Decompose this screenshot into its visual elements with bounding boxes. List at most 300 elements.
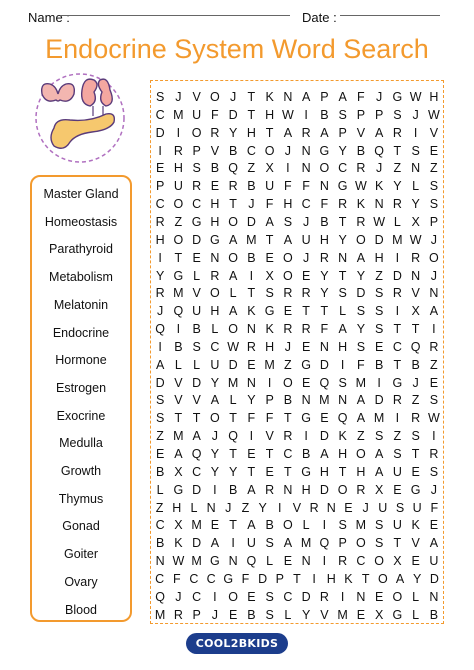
grid-letter[interactable]: E [155,447,165,461]
grid-letter[interactable]: R [392,125,402,140]
grid-letter[interactable]: V [210,143,220,158]
grid-letter[interactable]: L [284,607,292,622]
grid-letter[interactable]: L [266,554,274,569]
grid-letter[interactable]: J [412,107,419,122]
grid-letter[interactable]: T [229,197,237,212]
grid-letter[interactable]: S [155,393,165,408]
grid-letter[interactable]: Y [247,393,256,408]
grid-letter[interactable]: V [265,429,274,444]
grid-letter[interactable]: W [373,214,386,229]
grid-letter[interactable]: W [354,179,367,194]
grid-letter[interactable]: Y [155,268,165,283]
grid-letter[interactable]: K [265,90,274,104]
grid-letter[interactable]: O [337,482,348,497]
grid-letter[interactable]: U [392,464,402,479]
grid-letter[interactable]: F [211,107,219,122]
grid-letter[interactable]: Q [374,143,384,158]
grid-letter[interactable]: Z [393,161,402,176]
grid-letter[interactable]: T [229,447,237,461]
grid-letter[interactable]: V [411,286,420,301]
grid-letter[interactable]: J [230,90,237,104]
grid-letter[interactable]: O [392,589,403,604]
grid-letter[interactable]: A [283,125,293,140]
grid-letter[interactable]: V [356,125,366,140]
grid-letter[interactable]: C [210,339,220,354]
grid-letter[interactable]: R [319,250,329,265]
grid-letter[interactable]: K [374,179,384,194]
grid-letter[interactable]: Q [337,411,348,426]
grid-letter[interactable]: S [411,429,420,444]
grid-letter[interactable]: T [293,571,301,586]
grid-letter[interactable]: N [411,268,421,283]
grid-letter[interactable]: Y [320,268,329,283]
grid-letter[interactable]: S [356,304,366,319]
grid-letter[interactable]: E [155,161,165,176]
grid-letter[interactable]: G [392,90,403,104]
grid-letter[interactable]: E [210,518,220,533]
grid-letter[interactable]: S [265,286,274,301]
grid-letter[interactable]: R [392,197,402,212]
grid-letter[interactable]: N [206,500,216,515]
grid-letter[interactable]: H [173,161,183,176]
grid-letter[interactable]: D [258,571,268,586]
grid-letter[interactable]: C [192,197,202,212]
grid-letter[interactable]: C [301,197,311,212]
grid-letter[interactable]: A [228,232,238,247]
grid-letter[interactable]: R [429,447,439,461]
grid-letter[interactable]: S [338,107,347,122]
grid-letter[interactable]: E [228,607,238,622]
grid-letter[interactable]: Q [319,375,330,390]
grid-letter[interactable]: I [377,375,381,390]
grid-letter[interactable]: P [338,536,347,551]
grid-letter[interactable]: P [338,125,347,140]
grid-letter[interactable]: R [210,268,220,283]
grid-letter[interactable]: D [319,429,329,444]
grid-letter[interactable]: I [340,357,345,372]
grid-letter[interactable]: I [322,518,327,533]
grid-letter[interactable]: A [247,518,256,533]
grid-letter[interactable]: A [265,214,274,229]
grid-letter[interactable]: A [395,571,405,586]
grid-letter[interactable]: N [246,375,256,390]
grid-letter[interactable]: G [301,411,311,426]
grid-letter[interactable]: D [192,482,202,497]
grid-letter[interactable]: B [155,464,165,479]
grid-letter[interactable]: G [223,571,234,586]
grid-letter[interactable]: V [174,375,183,390]
grid-letter[interactable]: D [319,482,329,497]
grid-letter[interactable]: B [320,107,329,122]
grid-letter[interactable]: S [265,536,274,551]
grid-letter[interactable]: R [356,482,366,497]
grid-letter[interactable]: X [265,268,274,283]
grid-letter[interactable]: O [228,250,238,265]
grid-letter[interactable]: X [174,518,183,533]
grid-letter[interactable]: Z [156,429,164,444]
grid-letter[interactable]: C [155,197,165,212]
grid-letter[interactable]: B [374,357,384,372]
grid-letter[interactable]: T [411,322,420,337]
grid-letter[interactable]: M [191,518,202,533]
grid-letter[interactable]: W [427,107,440,122]
grid-letter[interactable]: J [412,375,419,390]
grid-letter[interactable]: R [429,339,439,354]
grid-letter[interactable]: D [228,357,238,372]
grid-letter[interactable]: H [338,447,348,461]
grid-letter[interactable]: P [356,107,366,122]
grid-letter[interactable]: R [173,607,183,622]
grid-letter[interactable]: E [429,518,439,533]
grid-letter[interactable]: T [247,107,256,122]
grid-letter[interactable]: H [301,482,311,497]
grid-letter[interactable]: B [174,339,183,354]
grid-letter[interactable]: R [301,286,311,301]
grid-letter[interactable]: D [246,214,256,229]
grid-letter[interactable]: O [319,161,330,176]
grid-letter[interactable]: N [246,322,256,337]
grid-letter[interactable]: S [265,589,274,604]
grid-letter[interactable]: O [228,589,238,604]
grid-letter[interactable]: H [265,339,275,354]
grid-letter[interactable]: H [210,197,220,212]
grid-letter[interactable]: Z [375,268,383,283]
grid-letter[interactable]: F [265,411,274,426]
grid-letter[interactable]: T [229,411,237,426]
grid-letter[interactable]: D [356,286,366,301]
grid-letter[interactable]: T [338,268,347,283]
grid-letter[interactable]: D [374,232,384,247]
grid-letter[interactable]: F [265,197,274,212]
grid-letter[interactable]: O [283,268,293,283]
grid-letter[interactable]: A [429,304,439,319]
grid-letter[interactable]: S [374,429,384,444]
grid-letter[interactable]: J [430,482,437,497]
grid-letter[interactable]: T [174,411,183,426]
grid-letter[interactable]: B [210,161,220,176]
grid-letter[interactable]: S [338,286,347,301]
grid-letter[interactable]: N [283,482,293,497]
grid-letter[interactable]: I [213,589,217,604]
grid-letter[interactable]: H [265,107,275,122]
grid-letter[interactable]: Y [301,607,311,622]
grid-letter[interactable]: I [213,482,217,497]
grid-letter[interactable]: I [395,250,400,265]
grid-letter[interactable]: B [265,518,274,533]
grid-letter[interactable]: Z [411,393,420,408]
grid-letter[interactable]: L [174,357,182,372]
grid-letter[interactable]: I [395,411,400,426]
grid-letter[interactable]: G [173,482,184,497]
grid-letter[interactable]: S [411,143,420,158]
grid-letter[interactable]: R [411,411,421,426]
grid-letter[interactable]: I [340,589,345,604]
grid-letter[interactable]: E [301,268,311,283]
grid-letter[interactable]: Q [319,536,330,551]
grid-letter[interactable]: N [228,554,238,569]
grid-letter[interactable]: B [320,214,329,229]
grid-letter[interactable]: L [229,393,237,408]
grid-letter[interactable]: H [374,250,384,265]
grid-letter[interactable]: M [355,375,367,390]
grid-letter[interactable]: Y [258,500,267,515]
grid-letter[interactable]: A [247,482,256,497]
grid-letter[interactable]: R [356,161,366,176]
grid-letter[interactable]: C [192,589,202,604]
grid-letter[interactable]: Q [173,304,184,319]
grid-letter[interactable]: O [210,90,220,104]
grid-letter[interactable]: R [319,589,329,604]
grid-letter[interactable]: I [322,554,327,569]
grid-letter[interactable]: K [356,197,366,212]
grid-letter[interactable]: R [283,322,293,337]
grid-letter[interactable]: N [301,554,311,569]
grid-letter[interactable]: I [304,429,308,444]
grid-letter[interactable]: V [320,607,329,622]
grid-letter[interactable]: W [227,339,240,354]
grid-letter[interactable]: A [155,357,165,372]
grid-letter[interactable]: E [411,554,420,569]
grid-letter[interactable]: G [337,179,348,194]
grid-letter[interactable]: D [228,107,238,122]
grid-letter[interactable]: F [320,197,329,212]
grid-letter[interactable]: G [410,482,421,497]
grid-letter[interactable]: N [429,589,439,604]
grid-letter[interactable]: I [158,250,162,265]
grid-letter[interactable]: J [248,197,255,212]
grid-letter[interactable]: O [173,232,184,247]
grid-letter[interactable]: Q [228,429,238,444]
grid-letter[interactable]: T [174,250,183,265]
grid-letter[interactable]: C [155,107,165,122]
grid-letter[interactable]: S [192,339,201,354]
grid-letter[interactable]: E [301,339,311,354]
grid-letter[interactable]: E [247,589,256,604]
grid-letter[interactable]: T [284,464,292,479]
grid-letter[interactable]: O [264,143,275,158]
grid-letter[interactable]: D [301,589,311,604]
grid-letter[interactable]: T [265,232,274,247]
grid-letter[interactable]: S [429,393,439,408]
grid-letter[interactable]: V [429,125,439,140]
grid-letter[interactable]: B [192,322,201,337]
grid-letter[interactable]: E [247,357,256,372]
grid-letter[interactable]: Y [338,232,347,247]
grid-letter[interactable]: G [191,214,202,229]
grid-letter[interactable]: I [176,322,181,337]
grid-letter[interactable]: G [173,268,184,283]
grid-letter[interactable]: G [264,304,275,319]
grid-letter[interactable]: I [312,571,316,586]
grid-letter[interactable]: L [229,286,237,301]
grid-letter[interactable]: U [192,107,202,122]
grid-letter[interactable]: O [210,411,220,426]
grid-letter[interactable]: R [309,500,319,515]
grid-letter[interactable]: S [429,179,439,194]
grid-letter[interactable]: R [210,125,220,140]
grid-letter[interactable]: H [319,232,329,247]
grid-letter[interactable]: J [157,304,164,319]
grid-letter[interactable]: D [155,375,165,390]
grid-letter[interactable]: A [338,90,347,104]
grid-letter[interactable]: V [192,90,201,104]
grid-letter[interactable]: K [344,571,353,586]
grid-letter[interactable]: V [192,393,201,408]
grid-letter[interactable]: R [283,286,293,301]
grid-letter[interactable]: S [155,90,165,104]
grid-letter[interactable]: Y [412,571,422,586]
grid-letter[interactable]: B [247,250,256,265]
grid-letter[interactable]: J [430,232,437,247]
grid-letter[interactable]: D [429,571,439,586]
grid-letter[interactable]: E [429,143,439,158]
grid-letter[interactable]: Z [430,357,438,372]
grid-letter[interactable]: N [356,589,366,604]
grid-letter[interactable]: R [283,429,293,444]
grid-letter[interactable]: G [392,375,403,390]
grid-letter[interactable]: J [376,90,383,104]
grid-letter[interactable]: K [247,304,256,319]
grid-letter[interactable]: B [429,607,439,622]
grid-letter[interactable]: Y [320,286,329,301]
grid-letter[interactable]: R [155,286,165,301]
grid-letter[interactable]: S [374,304,384,319]
grid-letter[interactable]: X [374,607,384,622]
grid-letter[interactable]: A [374,447,384,461]
grid-letter[interactable]: L [302,518,310,533]
grid-letter[interactable]: S [338,375,347,390]
grid-letter[interactable]: S [429,197,439,212]
grid-letter[interactable]: A [301,90,311,104]
grid-letter[interactable]: N [319,179,329,194]
grid-letter[interactable]: D [392,268,402,283]
grid-letter[interactable]: J [376,161,383,176]
grid-letter[interactable]: M [373,411,385,426]
grid-letter[interactable]: S [374,536,384,551]
grid-letter[interactable]: O [356,536,366,551]
grid-letter[interactable]: T [247,90,256,104]
grid-letter[interactable]: M [191,554,202,569]
grid-letter[interactable]: L [412,589,420,604]
grid-letter[interactable]: N [155,554,165,569]
grid-letter[interactable]: O [173,197,184,212]
grid-letter[interactable]: N [326,500,336,515]
grid-letter[interactable]: O [356,232,366,247]
grid-letter[interactable]: I [395,304,400,319]
grid-letter[interactable]: F [357,90,365,104]
grid-letter[interactable]: S [374,518,384,533]
grid-letter[interactable]: Z [155,500,164,515]
grid-letter[interactable]: L [190,500,198,515]
grid-letter[interactable]: Q [191,447,202,461]
grid-letter[interactable]: Q [410,339,421,354]
grid-letter[interactable]: E [374,339,384,354]
grid-letter[interactable]: X [411,214,420,229]
grid-letter[interactable]: O [210,286,220,301]
grid-letter[interactable]: M [246,232,257,247]
grid-letter[interactable]: I [413,125,418,140]
grid-letter[interactable]: G [210,554,220,569]
grid-letter[interactable]: Z [357,429,365,444]
grid-letter[interactable]: Z [393,429,402,444]
grid-letter[interactable]: D [192,375,202,390]
grid-letter[interactable]: W [172,554,185,569]
grid-letter[interactable]: P [192,143,201,158]
grid-letter[interactable]: E [283,304,293,319]
grid-letter[interactable]: M [227,375,239,390]
grid-letter[interactable]: U [378,500,388,515]
grid-letter[interactable]: J [430,268,437,283]
grid-letter[interactable]: K [411,518,420,533]
grid-letter[interactable]: Q [155,322,165,337]
grid-letter[interactable]: D [374,393,384,408]
grid-letter[interactable]: T [361,571,370,586]
grid-letter[interactable]: F [302,179,310,194]
grid-letter[interactable]: U [246,536,256,551]
grid-letter[interactable]: L [193,357,201,372]
grid-letter[interactable]: A [320,447,329,461]
grid-letter[interactable]: E [210,179,220,194]
grid-letter[interactable]: O [429,250,439,265]
grid-letter[interactable]: S [356,339,366,354]
grid-letter[interactable]: H [338,339,348,354]
grid-letter[interactable]: E [356,607,366,622]
grid-letter[interactable]: R [246,339,256,354]
grid-letter[interactable]: Z [430,161,438,176]
grid-letter[interactable]: S [283,214,293,229]
grid-letter[interactable]: E [265,464,274,479]
grid-letter[interactable]: A [228,304,238,319]
grid-letter[interactable]: S [192,161,201,176]
grid-letter[interactable]: X [374,482,384,497]
grid-letter[interactable]: M [173,286,184,301]
grid-letter[interactable]: J [211,607,218,622]
grid-letter[interactable]: I [304,107,308,122]
grid-letter[interactable]: A [356,411,366,426]
grid-letter[interactable]: A [429,536,439,551]
grid-letter[interactable]: C [338,161,348,176]
grid-letter[interactable]: R [338,554,348,569]
grid-letter[interactable]: G [301,357,311,372]
grid-letter[interactable]: B [283,393,293,408]
grid-letter[interactable]: J [284,143,291,158]
grid-letter[interactable]: T [338,214,347,229]
grid-letter[interactable]: D [155,125,165,140]
grid-letter[interactable]: E [283,554,293,569]
grid-letter[interactable]: J [303,250,310,265]
grid-letter[interactable]: T [265,447,274,461]
grid-letter[interactable]: H [356,464,366,479]
grid-letter[interactable]: C [283,447,293,461]
grid-letter[interactable]: H [319,464,329,479]
grid-letter[interactable]: B [356,143,366,158]
grid-letter[interactable]: M [264,357,275,372]
grid-letter[interactable]: Z [247,161,256,176]
grid-letter[interactable]: K [174,536,183,551]
grid-letter[interactable]: T [192,411,201,426]
grid-letter[interactable]: A [174,447,183,461]
grid-letter[interactable]: O [283,375,293,390]
grid-letter[interactable]: J [362,500,369,515]
grid-letter[interactable]: E [247,447,256,461]
grid-letter[interactable]: B [411,357,420,372]
grid-letter[interactable]: V [411,536,420,551]
grid-letter[interactable]: O [283,518,293,533]
grid-letter[interactable]: E [192,250,201,265]
grid-letter[interactable]: G [319,143,330,158]
grid-letter[interactable]: U [192,304,202,319]
grid-letter[interactable]: S [338,518,347,533]
